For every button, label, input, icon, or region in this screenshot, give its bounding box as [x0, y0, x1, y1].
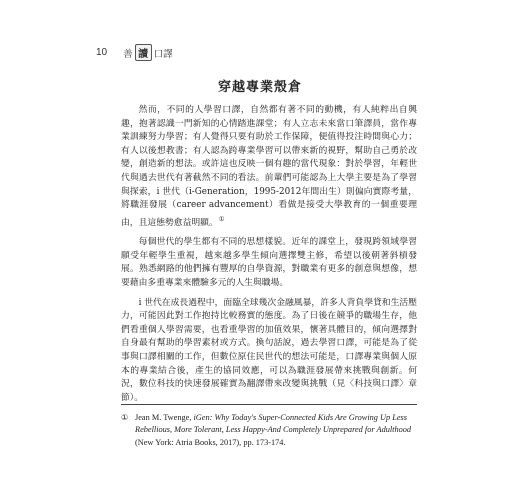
footnote-text	[135, 412, 417, 449]
footnote	[121, 412, 417, 449]
page-number: 10	[96, 47, 108, 58]
paragraph-3: i 世代在成長過程中，面臨全球幾次金融風暴，許多人背負學貸和生活壓力，可能因此對工作抱持比較務實的態度。為了日後在競爭的職場生存，他們看重個人學習需要，也看重學習的加值效果，懷著具體目的，傾向選擇對自身最有幫助的學習素材或方式。換句話說，過去學習口譯，可能是為了從事與口譯相關的工作，但數位原住民世代的想法可能是，口譯專業與個人原本的專業結合後，產生的協同效應，可以為職涯發展帶來挑戰與創新。何況，數位科技的快速發展確實為翻譯帶來改變與挑戰（見〈科技與口譯〉章節）。	[121, 297, 417, 403]
footnote-publication: (New York: Atria Books, 2017), pp. 173-174.	[135, 437, 286, 447]
paragraph-1	[121, 104, 417, 230]
book-title-mark: 讀	[135, 44, 152, 61]
book-title-left: 善	[123, 48, 133, 60]
footnote-reference: ①	[218, 214, 225, 223]
section-title: 穿越專業殼倉	[217, 80, 302, 95]
book-title-right: 口譯	[153, 48, 173, 60]
body-text	[121, 104, 417, 411]
page-header	[96, 44, 173, 61]
paragraph-1-text: 然而，不同的人學習口譯，自然都有著不同的動機，有人純粹出自興趣，抱著認識一門新知的心情踏進課堂；有人立志未來當口筆譯員，當作專業訓練努力學習；有人覺得只要有助於工作保障，便值得投注時間與心力；有人以後想教書；有人認為跨專業學習可以帶來新的視野，幫助自己勇於改變，創造新的想法。或許這也反映一個有趣的當代現象：對於學習，年輕世代與過去世代有著截然不同的看法。前輩們可能認為上大學主要是為了學習與探索，i 世代（i-Generation，1995-2012年間出生）則偏向實際考量，將職涯發展（career advancement）看做是接受大學教育的一個重要理由，且這態勢愈益明顯。	[121, 105, 417, 228]
footnote-book-title: iGen: Why Today's Super-Connected Kids Are Growing Up Less Rebellious, More Tolerant, Less Happy-And Completely Unprepared for Adulthood	[135, 413, 412, 435]
footnote-author: Jean M. Twenge,	[135, 413, 194, 422]
footnote-marker: ①	[121, 413, 129, 422]
book-title-logo	[123, 44, 173, 61]
footnote-divider	[121, 404, 417, 405]
paragraph-2: 每個世代的學生都有不同的思想樣貌。近年的課堂上，發現跨領域學習願受年輕學生重視，越來越多學生傾向選擇雙主修，希望以後朝著斜槓發展。熟悉網路的他們擁有豐厚的自學資源，對職業有更多的創意與想像，想要藉由多重專業來體驗多元的人生與職場。	[121, 237, 417, 289]
